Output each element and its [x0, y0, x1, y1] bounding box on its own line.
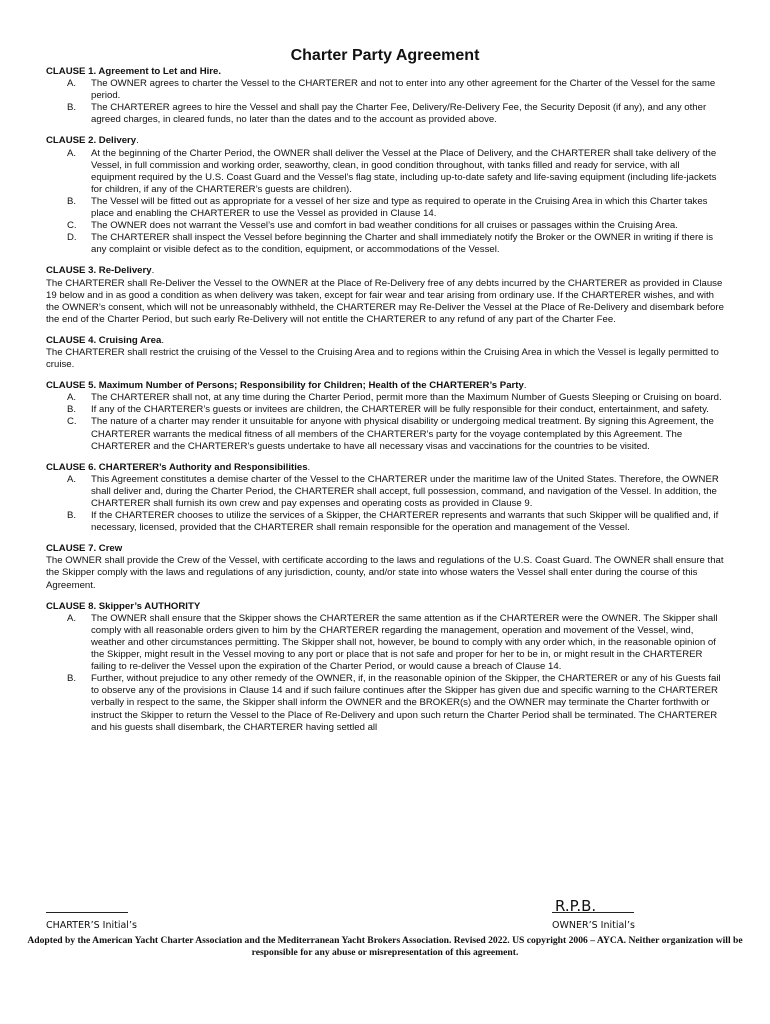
clause-section — [46, 135, 724, 256]
owner-initials-label: OWNER’S Initial’s — [552, 920, 635, 931]
clause-subitems — [46, 613, 724, 734]
clause-subitems — [46, 148, 724, 257]
subitem-text: The OWNER agrees to charter the Vessel to the CHARTERER and not to enter into any other agreement for the Charter of the Vessel for the same period. — [91, 78, 716, 102]
subitem-text: The Vessel will be fitted out as appropriate for a vessel of her size and type as required to operate in the Cruising Area in which this Charter takes place and enabling the CHARTERER to use the Vessel as provided in Clause 14. — [91, 195, 708, 220]
clause-body: The CHARTERER shall Re-Deliver the Vessel to the OWNER at the Place of Re-Delivery free of any debts incurred by the CHARTERER as provided in Clause 19 below and in as good a condition as when delivery was taken, except for fair wear and tear arising from ordinary use. If the CHARTERER wishes, and with the OWNER’s consent, which will not be unreasonably withheld, the CHARTERER may Re-Deliver the Vessel at the Place of Re-Delivery and disembark before the end of the Charter Period, but such early Re-Delivery will not entitle the CHARTERER to any refund of any part of the Charter Fee. — [46, 277, 724, 325]
subitem-text: The CHARTERER shall inspect the Vessel before beginning the Charter and shall immediately notify the Broker or the OWNER in writing if there is any complaint or visible defect as to the condition, equipment, or accommodations of the Vessel. — [91, 232, 714, 256]
clause-subitem — [46, 148, 724, 196]
charterer-initials-label: CHARTER’S Initial’s — [46, 920, 137, 931]
clause-heading-suffix: . — [161, 334, 164, 346]
clause-subitem — [46, 78, 724, 102]
clause-heading-text: CLAUSE 3. Re-Delivery — [46, 265, 152, 277]
subitem-letter: A. — [67, 78, 77, 90]
clause-heading — [46, 462, 724, 474]
owner-initials-value: R.P.B. — [555, 897, 597, 915]
clause-subitem — [46, 102, 724, 126]
clause-section — [46, 462, 724, 535]
clause-heading — [46, 66, 724, 78]
clause-heading-text: CLAUSE 1. Agreement to Let and Hire. — [46, 66, 222, 77]
subitem-text: The nature of a charter may render it unsuitable for anyone with physical disability or undergoing medical treatment. By signing this Agreement, the CHARTERER warrants the medical fitness of all members of the CHARTERER’s party for the voyage contemplated by this Agreement. The CHARTERER and the CHARTERER’s guests undertake to have all necessary visas and vaccinations for the countries to be visited. — [91, 416, 714, 452]
subitem-text: At the beginning of the Charter Period, the OWNER shall deliver the Vessel at the Place of Delivery, and the CHARTERER shall take delivery of the Vessel, in full commission and working order, seaworthy, clean, in good condition throughout, with tanks filled and ready for service, with all equipment required by the U.S. Coast Guard and the Vessel’s flag state, including up-to-date safety and life-saving equipment (including life-jackets for children, if any of the CHARTERER’s guests are children). — [91, 147, 717, 195]
copyright-notice: Adopted by the American Yacht Charter Association and the Mediterranean Yacht Brokers Association. Revised 2022. US copyright 2006 – AYCA. Neither organization will be responsible for any abuse or misrepresentation of this agreement. — [27, 935, 743, 958]
clause-subitem — [46, 613, 724, 673]
clause-heading-text: CLAUSE 2. Delivery — [46, 135, 137, 147]
clause-section — [46, 66, 724, 126]
subitem-letter: D. — [67, 232, 77, 244]
subitem-letter: C. — [67, 220, 77, 232]
clause-body: The CHARTERER shall restrict the cruising of the Vessel to the Cruising Area and to regions within the Cruising Area in which the Vessel is legally permitted to cruise. — [46, 346, 719, 371]
subitem-letter: B. — [67, 195, 77, 207]
clause-heading-suffix: . — [307, 461, 311, 473]
clause-section — [46, 380, 724, 453]
clause-heading-text: CLAUSE 4. Cruising Area — [46, 334, 162, 346]
subitem-text: If any of the CHARTERER’s guests or invitees are children, the CHARTERER will be fully responsible for their conduct, entertainment, and safety. — [91, 404, 709, 416]
clauses-container — [46, 66, 724, 743]
clause-subitems — [46, 474, 724, 534]
charterer-initials-line[interactable] — [46, 912, 128, 913]
subitem-letter: B. — [67, 404, 77, 416]
clause-heading — [46, 135, 724, 147]
subitem-text: The OWNER does not warrant the Vessel’s use and comfort in bad weather conditions for all cruises or passages within the Cruising Area. — [91, 220, 678, 232]
clause-subitem — [46, 510, 724, 534]
clause-heading — [46, 265, 724, 277]
clause-heading-text: CLAUSE 6. CHARTERER’s Authority and Responsibilities — [46, 461, 308, 473]
clause-heading-text: CLAUSE 8. Skipper’s AUTHORITY — [46, 600, 201, 612]
clause-heading — [46, 601, 724, 613]
clause-heading-suffix: . — [523, 380, 527, 392]
subitem-letter: B. — [67, 102, 77, 114]
subitem-letter: A. — [67, 612, 77, 624]
clause-subitem — [46, 220, 724, 232]
clause-section — [46, 265, 724, 325]
clause-heading — [46, 543, 724, 555]
document-title: Charter Party Agreement — [290, 47, 480, 64]
clause-subitem — [46, 232, 724, 256]
clause-subitem — [46, 416, 724, 452]
clause-heading-suffix: . — [151, 265, 155, 277]
subitem-letter: A. — [67, 473, 77, 485]
clause-subitem — [46, 474, 724, 510]
clause-heading-text: CLAUSE 7. Crew — [46, 543, 123, 555]
clause-body: The OWNER shall provide the Crew of the Vessel, with certificate according to the laws and regulations of the U.S. Coast Guard. The OWNER shall ensure that the Skipper comply with the laws and regulations of any jurisdiction, county, and/or state into whose waters the Vessel shall enter during the course of this Agreement. — [46, 555, 724, 591]
clause-heading-suffix: . — [136, 135, 139, 147]
clause-subitem — [46, 673, 724, 733]
clause-subitem — [46, 404, 724, 416]
subitem-letter: B. — [67, 673, 77, 685]
clause-subitems — [46, 78, 724, 126]
subitem-text: Further, without prejudice to any other remedy of the OWNER, if, in the reasonable opinion of the Skipper, the CHARTERER or any of his Guests fail to observe any of the provisions in Clause 14 and if such failure continues after the Skipper has given due and specific warning to the CHARTERER verbally in respect to the same, the Skipper shall inform the OWNER and the BROKER(s) and the OWNER may terminate the Charter forthwith or instruct the Skipper to return the Vessel to the Place of Re-Delivery and upon such return the Charter Period shall be terminated. The CHARTERER and his guests shall disembark, the CHARTERER having settled all — [91, 673, 721, 733]
clause-section — [46, 601, 724, 734]
clause-subitem — [46, 392, 724, 404]
subitem-text: The OWNER shall ensure that the Skipper shows the CHARTERER the same attention as if the CHARTERER were the OWNER. The Skipper shall comply with all reasonable orders given to him by the CHARTERER regarding the management, operation and movement of the Vessel, wind, weather and other circumstances permitting. The Skipper shall not, however, be bound to comply with any order which, in the reasonable opinion of the Skipper, might result in the Vessel moving to any port or place that is not safe and proper for her to be in, or might result in the CHARTERER failing to re-deliver the Vessel upon the expiration of the Charter Period, or would cause a breach of Clause 14. — [91, 612, 718, 673]
page-footer — [0, 895, 770, 1024]
subitem-text: The CHARTERER shall not, at any time during the Charter Period, permit more than the Maximum Number of Guests Sleeping or Cruising on board. — [91, 392, 722, 404]
owner-initials-line[interactable] — [552, 912, 634, 913]
subitem-text: If the CHARTERER chooses to utilize the services of a Skipper, the CHARTERER represents and warrants that such Skipper will be qualified and, if necessary, licensed, provided that the CHARTERER shall remain responsible for the operation and management of the Vessel. — [91, 510, 719, 534]
subitem-text: This Agreement constitutes a demise charter of the Vessel to the CHARTERER under the maritime law of the United States. Therefore, the OWNER shall deliver and, during the Charter Period, the CHARTERER shall accept, full possession, command, and navigation of the Vessel. In addition, the CHARTERER shall furnish its own crew and pay expenses and operating costs as provided in Clause 9. — [91, 473, 719, 509]
subitem-letter: C. — [67, 416, 77, 428]
clause-section — [46, 335, 724, 371]
clause-heading-text: CLAUSE 5. Maximum Number of Persons; Responsibility for Children; Health of the CHARTERER’s Party — [46, 380, 524, 392]
subitem-letter: B. — [67, 510, 77, 522]
subitem-letter: A. — [67, 392, 77, 404]
clause-subitems — [46, 392, 724, 452]
subitem-text: The CHARTERER agrees to hire the Vessel and shall pay the Charter Fee, Delivery/Re-Delivery Fee, the Security Deposit (if any), and any other agreed charges, in cleared funds, no later than the dates and to the account as provided above. — [91, 102, 707, 126]
clause-heading — [46, 335, 724, 347]
clause-subitem — [46, 196, 724, 220]
subitem-letter: A. — [67, 147, 77, 159]
clause-heading — [46, 380, 724, 392]
clause-section — [46, 543, 724, 591]
